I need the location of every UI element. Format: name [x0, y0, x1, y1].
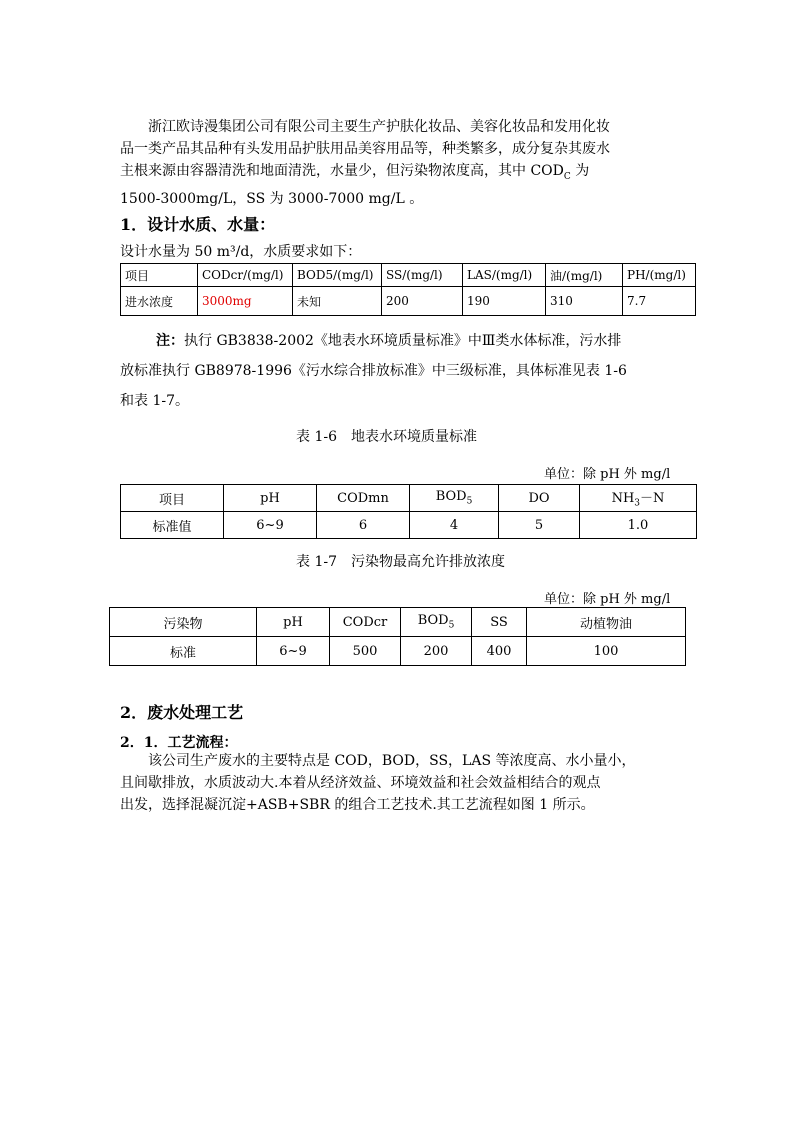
table-cell: $BOD_5$ [410, 485, 499, 512]
table-cell: 标准 [110, 637, 257, 666]
table-cell: 200 [401, 637, 472, 666]
table-cell: CODcr [330, 608, 401, 637]
table-header-row [121, 485, 697, 512]
table-cell: 5 [499, 512, 580, 539]
table-cell: PH/(mg/l) [623, 264, 696, 287]
table-cell: 1.0 [580, 512, 697, 539]
table-cell: 动植物油 [527, 608, 686, 637]
table-row [121, 287, 696, 316]
table-cell: 项目 [121, 264, 198, 287]
table-cell: pH [257, 608, 330, 637]
process-paragraph [120, 750, 676, 816]
intro-line-4: 1500-3000mg/L，SS 为 3000-7000 mg/L 。 [120, 190, 424, 207]
discharge-standard-table [109, 607, 686, 666]
table-cell: 3000mg [198, 287, 293, 316]
section-2-heading: 2．废水处理工艺 [120, 703, 244, 722]
process-line-3: 出发，选择混凝沉淀+ASB+SBR 的组合工艺技术.其工艺流程如图 1 所示。 [120, 797, 595, 813]
table-cell: 500 [330, 637, 401, 666]
intro-line-3: 主根来源由容器清洗和地面清洗，水量少，但污染物浓度高，其中 $COD_C$ 为 [120, 163, 590, 182]
note-paragraph [120, 326, 676, 416]
table-cell: 进水浓度 [121, 287, 198, 316]
table-cell: 4 [410, 512, 499, 539]
intro-line-2: 品一类产品其品种有头发用品护肤用品美容用品等，种类繁多，成分复杂其废水 [120, 141, 610, 157]
table-cell: SS/(mg/l) [382, 264, 463, 287]
table-cell: 400 [472, 637, 527, 666]
table-1-7-caption: 表 1-7 污染物最高允许排放浓度 [296, 554, 505, 570]
design-water-text: 设计水量为 50 m³/d，水质要求如下： [120, 244, 362, 260]
table-cell: 未知 [293, 287, 382, 316]
table-cell: 油/(mg/l) [546, 264, 623, 287]
table-cell: BOD5/(mg/l) [293, 264, 382, 287]
section-1-heading: 1．设计水质、水量： [120, 215, 276, 234]
table-cell: 标准值 [121, 512, 224, 539]
section-2-1-heading: 2．1．工艺流程： [120, 735, 238, 751]
table-1-7-unit: 单位：除 pH 外 mg/l [544, 592, 671, 607]
table-cell: 6~9 [224, 512, 317, 539]
process-line-2: 且间歇排放，水质波动大.本着从经济效益、环境效益和社会效益相结合的观点 [120, 775, 601, 791]
table-header-row [121, 264, 696, 287]
note-line-1: 注：执行 GB3838-2002《地表水环境质量标准》中Ⅲ类水体标准，污水排 [156, 333, 622, 349]
table-cell: pH [224, 485, 317, 512]
table-cell: SS [472, 608, 527, 637]
table-1-6-caption: 表 1-6 地表水环境质量标准 [296, 429, 477, 445]
table-cell: 项目 [121, 485, 224, 512]
table-cell: 100 [527, 637, 686, 666]
table-cell: LAS/(mg/l) [463, 264, 546, 287]
table-cell: 污染物 [110, 608, 257, 637]
process-line-1: 该公司生产废水的主要特点是 COD，BOD，SS，LAS 等浓度高、水小量小， [148, 753, 636, 769]
table-cell: 190 [463, 287, 546, 316]
table-row [110, 637, 686, 666]
table-cell: DO [499, 485, 580, 512]
table-row [121, 512, 697, 539]
table-cell: 7.7 [623, 287, 696, 316]
table-header-row [110, 608, 686, 637]
intro-paragraph [120, 116, 676, 210]
note-line-2: 放标准执行 GB8978-1996《污水综合排放标准》中三级标准，具体标准见表 1-6 [120, 363, 627, 379]
table-1-6-unit: 单位：除 pH 外 mg/l [544, 467, 671, 482]
table-cell: $BOD_5$ [401, 608, 472, 637]
table-cell: 310 [546, 287, 623, 316]
table-cell: 6~9 [257, 637, 330, 666]
surface-water-standard-table [120, 484, 697, 539]
table-cell: 6 [317, 512, 410, 539]
table-cell: 200 [382, 287, 463, 316]
water-quality-table [120, 263, 696, 316]
intro-line-1: 浙江欧诗漫集团公司有限公司主要生产护肤化妆品、美容化妆品和发用化妆 [148, 119, 610, 135]
table-cell: CODcr/(mg/l) [198, 264, 293, 287]
table-cell: $NH_3-N$ [580, 485, 697, 512]
note-line-3: 和表 1-7。 [120, 393, 189, 409]
table-cell: CODmn [317, 485, 410, 512]
